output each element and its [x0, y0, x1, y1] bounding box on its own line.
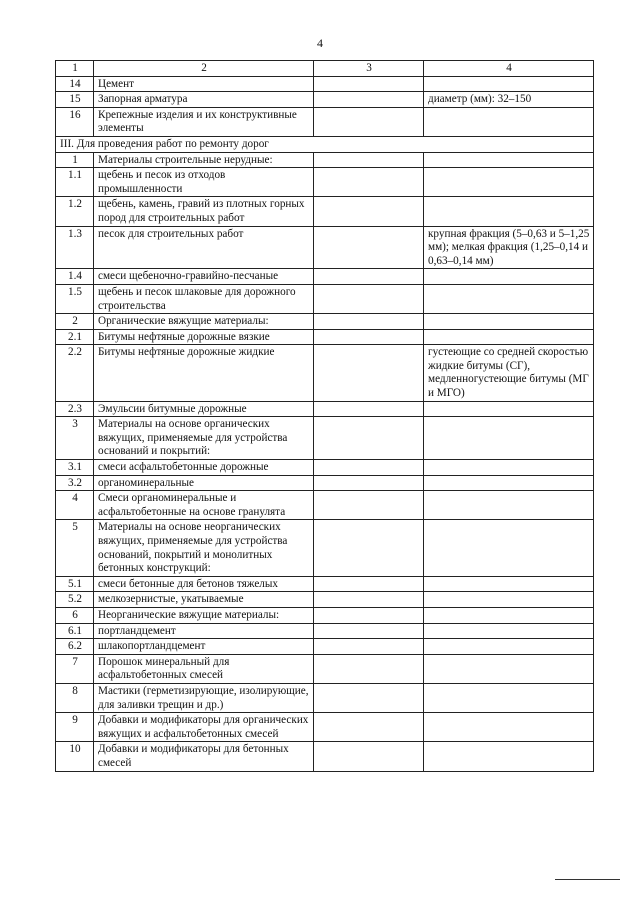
row-number-cell: 1.2 [56, 197, 94, 226]
row-number-cell: 1.3 [56, 226, 94, 269]
header-cell: 1 [56, 61, 94, 77]
column-3-cell [314, 152, 424, 168]
notes-cell [424, 654, 594, 683]
notes-cell [424, 713, 594, 742]
item-name-cell: Смеси органоминеральные и асфальтобетонные на основе гранулята [94, 491, 314, 520]
table-row [56, 329, 594, 345]
item-name-cell: шлакопортландцемент [94, 639, 314, 655]
item-name-cell: Эмульсии битумные дорожные [94, 401, 314, 417]
item-name-cell: Цемент [94, 76, 314, 92]
notes-cell [424, 284, 594, 313]
column-3-cell [314, 269, 424, 285]
row-number-cell: 4 [56, 491, 94, 520]
notes-cell [424, 576, 594, 592]
row-number-cell: 14 [56, 76, 94, 92]
notes-cell: крупная фракция (5–0,63 и 5–1,25 мм); мелкая фракция (1,25–0,14 и 0,63–0,14 мм) [424, 226, 594, 269]
column-3-cell [314, 683, 424, 712]
row-number-cell: 7 [56, 654, 94, 683]
row-number-cell: 6.1 [56, 623, 94, 639]
notes-cell [424, 491, 594, 520]
row-number-cell: 3 [56, 417, 94, 460]
row-number-cell: 15 [56, 92, 94, 108]
row-number-cell: 2.3 [56, 401, 94, 417]
row-number-cell: 1.1 [56, 168, 94, 197]
item-name-cell: песок для строительных работ [94, 226, 314, 269]
column-3-cell [314, 92, 424, 108]
item-name-cell: щебень, камень, гравий из плотных горных пород для строительных работ [94, 197, 314, 226]
item-name-cell: портландцемент [94, 623, 314, 639]
column-3-cell [314, 226, 424, 269]
table-row [56, 654, 594, 683]
notes-cell [424, 314, 594, 330]
item-name-cell: Добавки и модификаторы для бетонных смесей [94, 742, 314, 771]
column-3-cell [314, 284, 424, 313]
notes-cell [424, 269, 594, 285]
notes-cell [424, 417, 594, 460]
item-name-cell: Битумы нефтяные дорожные жидкие [94, 345, 314, 401]
notes-cell [424, 623, 594, 639]
row-number-cell: 2.2 [56, 345, 94, 401]
column-3-cell [314, 107, 424, 136]
item-name-cell: Материалы на основе органических вяжущих, применяемые для устройства оснований и покрытий: [94, 417, 314, 460]
row-number-cell: 10 [56, 742, 94, 771]
column-3-cell [314, 713, 424, 742]
row-number-cell: 8 [56, 683, 94, 712]
column-3-cell [314, 76, 424, 92]
table-row [56, 107, 594, 136]
item-name-cell: Добавки и модификаторы для органических вяжущих и асфальтобетонных смесей [94, 713, 314, 742]
column-3-cell [314, 345, 424, 401]
item-name-cell: щебень и песок из отходов промышленности [94, 168, 314, 197]
footer-rule [555, 879, 620, 880]
materials-table [55, 60, 594, 772]
item-name-cell: Запорная арматура [94, 92, 314, 108]
notes-cell [424, 460, 594, 476]
column-3-cell [314, 491, 424, 520]
notes-cell [424, 107, 594, 136]
item-name-cell: Неорганические вяжущие материалы: [94, 607, 314, 623]
row-number-cell: 16 [56, 107, 94, 136]
page-number: 4 [317, 36, 323, 50]
row-number-cell: 3.2 [56, 475, 94, 491]
header-cell: 4 [424, 61, 594, 77]
item-name-cell: Органические вяжущие материалы: [94, 314, 314, 330]
table-row [56, 401, 594, 417]
row-number-cell: 2 [56, 314, 94, 330]
item-name-cell: Крепежные изделия и их конструктивные элементы [94, 107, 314, 136]
column-3-cell [314, 607, 424, 623]
row-number-cell: 6 [56, 607, 94, 623]
column-3-cell [314, 475, 424, 491]
column-3-cell [314, 639, 424, 655]
table-row [56, 607, 594, 623]
notes-cell [424, 592, 594, 608]
table-row [56, 345, 594, 401]
item-name-cell: Порошок минеральный для асфальтобетонных смесей [94, 654, 314, 683]
table-row [56, 713, 594, 742]
table-row [56, 742, 594, 771]
notes-cell [424, 152, 594, 168]
column-3-cell [314, 520, 424, 576]
table-row [56, 475, 594, 491]
column-3-cell [314, 168, 424, 197]
row-number-cell: 3.1 [56, 460, 94, 476]
row-number-cell: 6.2 [56, 639, 94, 655]
header-cell: 2 [94, 61, 314, 77]
item-name-cell: смеси бетонные для бетонов тяжелых [94, 576, 314, 592]
notes-cell [424, 76, 594, 92]
column-3-cell [314, 592, 424, 608]
item-name-cell: Битумы нефтяные дорожные вязкие [94, 329, 314, 345]
notes-cell [424, 329, 594, 345]
header-cell: 3 [314, 61, 424, 77]
table-row [56, 460, 594, 476]
table-row [56, 76, 594, 92]
table-row [56, 491, 594, 520]
item-name-cell: органоминеральные [94, 475, 314, 491]
notes-cell [424, 683, 594, 712]
table-row [56, 314, 594, 330]
table-row [56, 623, 594, 639]
item-name-cell: Мастики (герметизирующие, изолирующие, для заливки трещин и др.) [94, 683, 314, 712]
table-row [56, 639, 594, 655]
notes-cell [424, 475, 594, 491]
column-3-cell [314, 576, 424, 592]
table-header-row [56, 61, 594, 77]
notes-cell [424, 197, 594, 226]
notes-cell [424, 607, 594, 623]
notes-cell [424, 639, 594, 655]
table-row [56, 152, 594, 168]
section-title: III. Для проведения работ по ремонту дорог [56, 136, 594, 152]
item-name-cell: щебень и песок шлаковые для дорожного строительства [94, 284, 314, 313]
table-row [56, 683, 594, 712]
column-3-cell [314, 742, 424, 771]
table-row [56, 269, 594, 285]
table-row [56, 168, 594, 197]
row-number-cell: 5.2 [56, 592, 94, 608]
item-name-cell: смеси асфальтобетонные дорожные [94, 460, 314, 476]
notes-cell [424, 168, 594, 197]
table-row [56, 576, 594, 592]
table-row [56, 592, 594, 608]
item-name-cell: мелкозернистые, укатываемые [94, 592, 314, 608]
row-number-cell: 1.5 [56, 284, 94, 313]
item-name-cell: Материалы на основе неорганических вяжущих, применяемые для устройства оснований, покрытий и монолитных бетонных конструкций: [94, 520, 314, 576]
section-row [56, 136, 594, 152]
column-3-cell [314, 623, 424, 639]
column-3-cell [314, 460, 424, 476]
notes-cell [424, 520, 594, 576]
table-row [56, 92, 594, 108]
column-3-cell [314, 401, 424, 417]
item-name-cell: Материалы строительные нерудные: [94, 152, 314, 168]
row-number-cell: 9 [56, 713, 94, 742]
row-number-cell: 5 [56, 520, 94, 576]
table-row [56, 520, 594, 576]
column-3-cell [314, 314, 424, 330]
notes-cell [424, 742, 594, 771]
row-number-cell: 2.1 [56, 329, 94, 345]
table-row [56, 284, 594, 313]
row-number-cell: 5.1 [56, 576, 94, 592]
table-row [56, 417, 594, 460]
column-3-cell [314, 654, 424, 683]
column-3-cell [314, 329, 424, 345]
column-3-cell [314, 197, 424, 226]
item-name-cell: смеси щебеночно-гравийно-песчаные [94, 269, 314, 285]
notes-cell: густеющие со средней скоростью жидкие битумы (СГ), медленногустеющие битумы (МГ и МГО) [424, 345, 594, 401]
column-3-cell [314, 417, 424, 460]
row-number-cell: 1 [56, 152, 94, 168]
table-row [56, 226, 594, 269]
notes-cell [424, 401, 594, 417]
notes-cell: диаметр (мм): 32–150 [424, 92, 594, 108]
row-number-cell: 1.4 [56, 269, 94, 285]
table-row [56, 197, 594, 226]
